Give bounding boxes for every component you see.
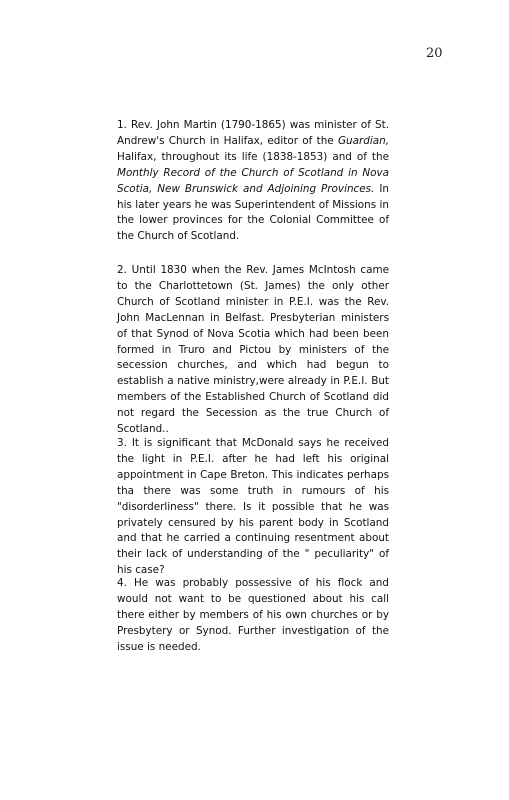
footnote-1 — [117, 118, 389, 245]
footnote-1-text-b: Halifax, throughout its life (1838-1853) and of the — [117, 150, 389, 163]
footnote-2: 2. Until 1830 when the Rev. James McIntosh came to the Charlottetown (St. James) the only other Church of Scotland minister in P.E.I. was the Rev. John MacLennan in Belfast. Presbyterian ministers of that Synod of Nova Scotia which had been been formed in Truro and Pictou by ministers of the secession churches, and which had begun to establish a native ministry,were already in P.E.I. But members of the Established Church of Scotland did not regard the Secession as the true Church of Scotland.. — [117, 264, 389, 436]
footnote-4: 4. He was probably possessive of his flock and would not want to be questioned about his call there either by members of his own churches or by Presbytery or Synod. Further investigation of the issue is needed. — [117, 577, 389, 653]
footnote-3: 3. It is significant that McDonald says he received the light in P.E.I. after he had left his original appointment in Cape Breton. This indicates perhaps tha there was some truth in rumours of his "disorderliness" there. Is it possible that he was privately censured by his parent body in Scotland and that he carried a continuing resentment about their lack of understanding of the " peculiarity" of his case? — [117, 437, 389, 577]
footnote-1-text-c: In his later years he was Superintendent of Missions in the lower provinces for the Colonial Committee of the Church of Scotland. — [117, 182, 390, 243]
page-number: 20 — [426, 46, 443, 61]
footnote-1-text-a: 1. Rev. John Martin (1790-1865) was minister of St. Andrew's Church in Halifax, editor of the — [117, 119, 389, 147]
footnote-1-guardian-title: Guardian, — [337, 134, 389, 147]
footnote-1-monthly-record-title: Monthly Record of the Church of Scotland in Nova Scotia, New Brunswick and Adjoining Provinces. — [117, 166, 389, 195]
